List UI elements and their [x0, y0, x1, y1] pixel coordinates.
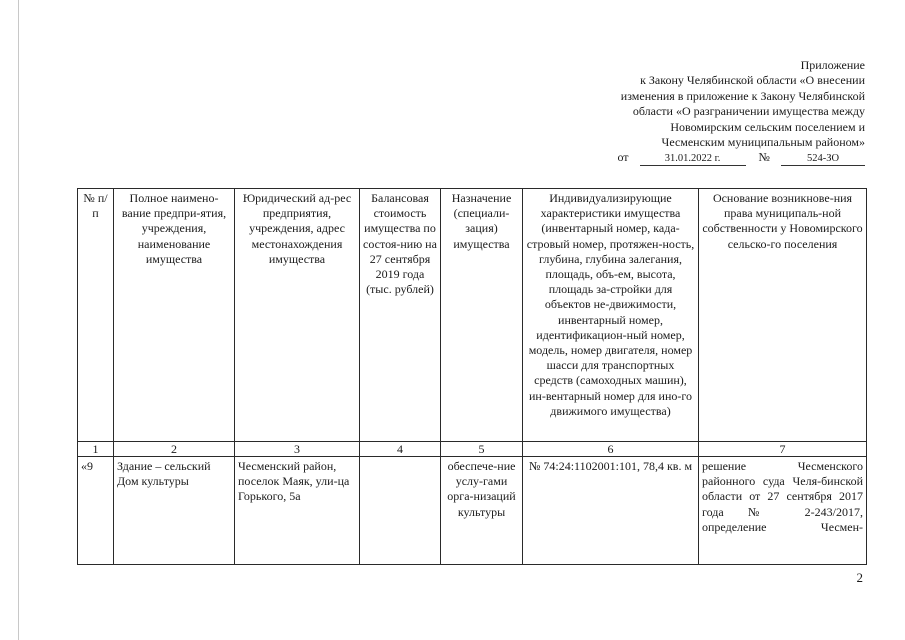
column-number: 6 — [523, 442, 699, 457]
row-address: Чесменский район, поселок Маяк, ули-ца Горького, 5а — [235, 457, 360, 565]
appendix-header — [617, 58, 865, 166]
column-number: 4 — [360, 442, 441, 457]
header-cell-characteristics: Индивидуализирующие характеристики имущества (инвентарный номер, када-стровый номер, протяжен-ность, глубина, глубина залегания, площадь, объ-ем, высота, площадь за-стройки для объектов не-движимости, инвентарный номер, идентификацион-ный номер, модель, номер двигателя, номер шасси для транспортных средств (самоходных машин), ин-вентарный номер для ино-го движимого имущества) — [523, 189, 699, 442]
header-cell-address: Юридический ад-рес предприятия, учреждения, адрес местонахождения имущества — [235, 189, 360, 442]
date-prefix: от — [617, 150, 629, 165]
row-characteristics: № 74:24:1102001:101, 78,4 кв. м — [523, 457, 699, 565]
header-cell-purpose: Назначение (специали-зация) имущества — [441, 189, 523, 442]
row-purpose: обеспече-ние услу-гами орга-низаций культуры — [441, 457, 523, 565]
column-number: 1 — [78, 442, 114, 457]
header-cell-basis: Основание возникнове-ния права муниципаль-ной собственности у Новомирского сельско-го поселения — [699, 189, 867, 442]
column-number: 5 — [441, 442, 523, 457]
row-number: «9 — [78, 457, 114, 565]
page-edge-line — [18, 0, 19, 640]
page-number: 2 — [856, 570, 863, 585]
header-cell-balance: Балансовая стоимость имущества по состоя-нию на 27 сентября 2019 года (тыс. рублей) — [360, 189, 441, 442]
column-number: 7 — [699, 442, 867, 457]
law-number: 524-ЗО — [781, 152, 865, 166]
header-cell-name: Полное наимено-вание предпри-ятия, учреждения, наименование имущества — [114, 189, 235, 442]
number-prefix: № — [758, 150, 770, 165]
header-line-2: к Закону Челябинской области «О внесении — [640, 73, 865, 88]
column-number-row — [78, 442, 867, 457]
law-date: 31.01.2022 г. — [640, 152, 746, 166]
header-line-5: Новомирским сельским поселением и — [670, 119, 865, 134]
law-date-number-line — [617, 150, 865, 166]
table-row — [78, 457, 867, 565]
table-header-row — [78, 189, 867, 442]
header-line-6: Чесменским муниципальным районом» — [661, 135, 865, 150]
property-table — [77, 188, 867, 565]
row-basis: решение Чесменского районного суда Челя-бинской области от 27 сентября 2017 года № 2-243/2017, определение Чесмен- — [699, 457, 867, 565]
header-line-3: изменения в приложение к Закону Челябинской — [620, 88, 865, 103]
column-number: 2 — [114, 442, 235, 457]
column-number: 3 — [235, 442, 360, 457]
header-line-4: области «О разграничении имущества между — [632, 104, 865, 119]
header-cell-number: № п/п — [78, 189, 114, 442]
header-line-1: Приложение — [800, 58, 865, 72]
row-balance — [360, 457, 441, 565]
row-property-name: Здание – сельский Дом культуры — [114, 457, 235, 565]
